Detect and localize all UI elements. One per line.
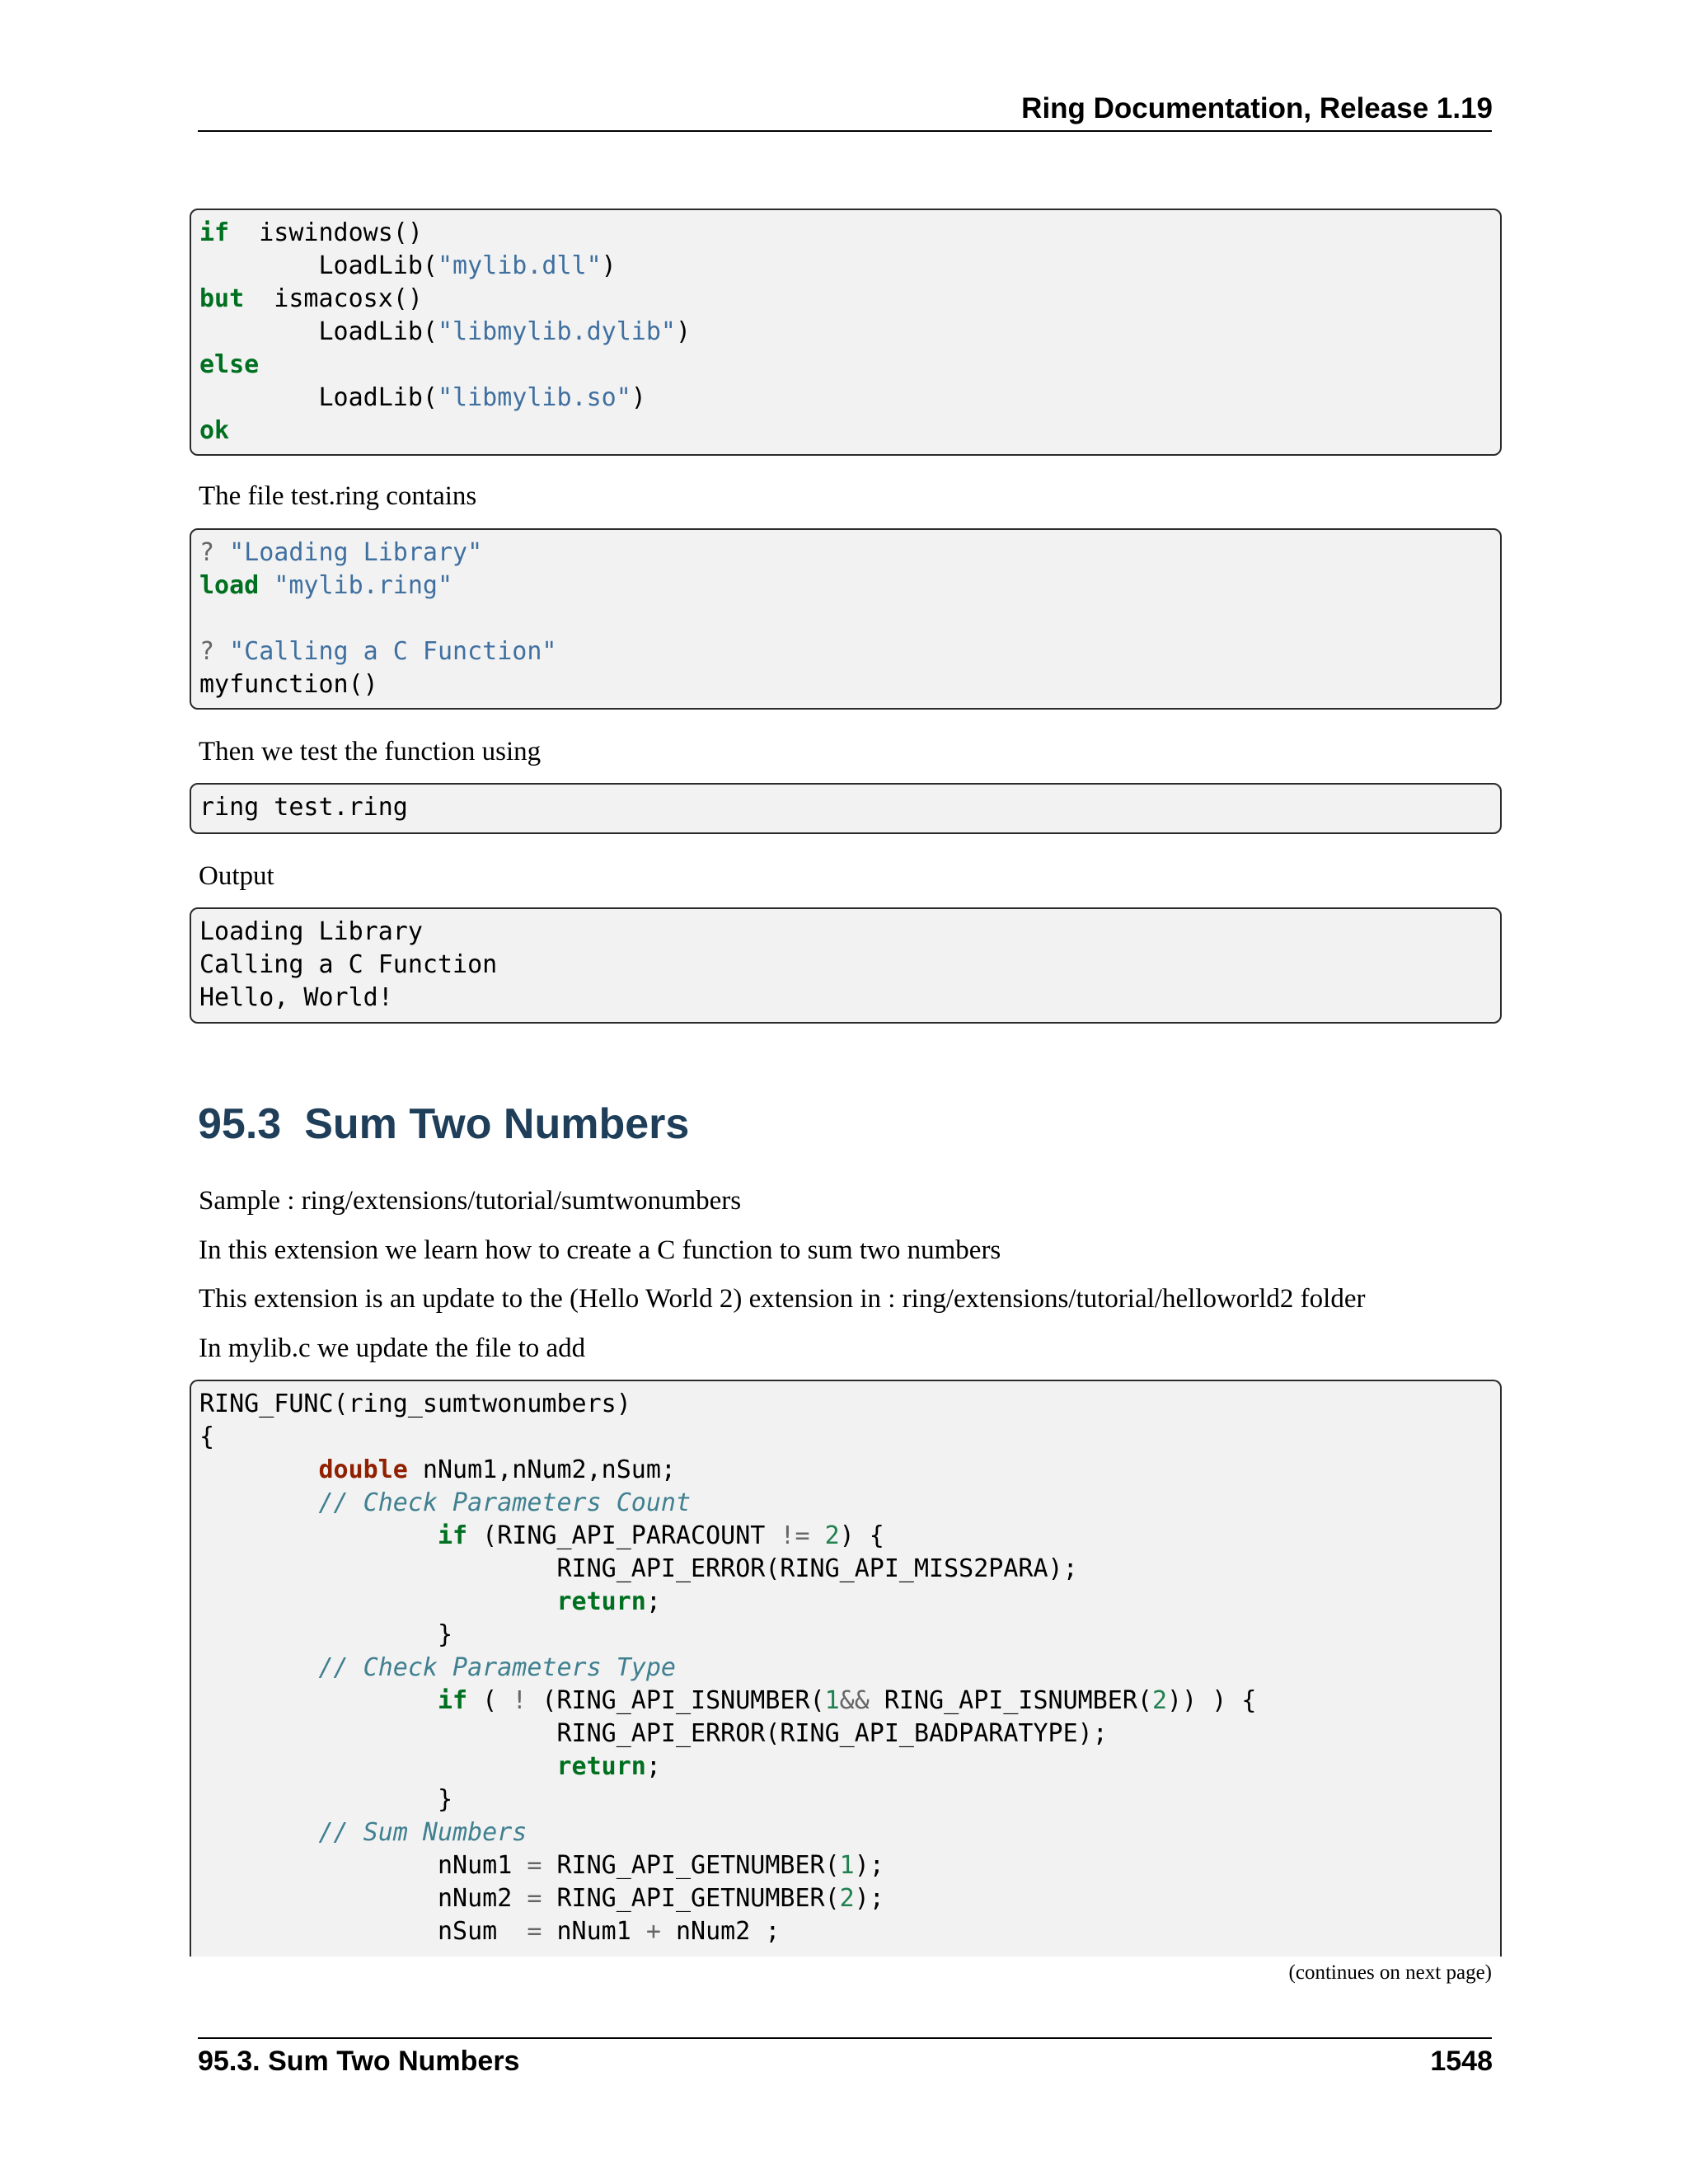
code-line xyxy=(199,635,1500,668)
string-token: "Calling a C Function" xyxy=(229,637,557,666)
operator-token: = xyxy=(527,1917,542,1946)
string-token: "mylib.ring" xyxy=(274,571,453,600)
code-text: ); xyxy=(854,1851,884,1880)
keyword-token: ok xyxy=(199,416,230,445)
comment-token: // Check Parameters Type xyxy=(318,1653,676,1682)
code-text xyxy=(199,1686,438,1715)
footer-page-number: 1548 xyxy=(1430,2046,1493,2077)
section-title: Sum Two Numbers xyxy=(304,1100,690,1148)
code-text: (RING_API_PARACOUNT xyxy=(467,1521,781,1550)
keyword-token: load xyxy=(199,571,260,600)
code-text: )) ) { xyxy=(1167,1686,1257,1715)
string-token: "libmylib.so" xyxy=(437,383,631,412)
code-line xyxy=(199,791,1500,824)
code-line xyxy=(199,250,1500,283)
code-text xyxy=(199,1653,319,1682)
section-heading xyxy=(198,1099,689,1149)
code-text: Loading Library xyxy=(199,917,423,946)
code-line xyxy=(199,283,1500,316)
code-line xyxy=(199,1652,1500,1685)
keyword-token: if xyxy=(199,218,230,247)
code-text: LoadLib( xyxy=(199,317,438,346)
code-text: nNum2 xyxy=(199,1884,528,1913)
code-line xyxy=(199,1783,1500,1816)
code-text: RING_API_ERROR(RING_API_MISS2PARA); xyxy=(199,1554,1078,1583)
code-text: RING_FUNC(ring_sumtwonumbers) xyxy=(199,1390,631,1418)
code-line xyxy=(199,916,1500,949)
number-token: 1 xyxy=(824,1686,840,1715)
code-text: RING_API_ISNUMBER( xyxy=(869,1686,1152,1715)
operator-token: ? xyxy=(199,637,215,666)
code-line xyxy=(199,1849,1500,1882)
code-line xyxy=(199,1718,1500,1750)
code-line xyxy=(199,982,1500,1015)
section-number: 95.3 xyxy=(198,1100,282,1148)
code-text: } xyxy=(199,1785,453,1814)
code-line xyxy=(199,1388,1500,1421)
string-token: "Loading Library" xyxy=(229,538,483,567)
code-text: ismacosx() xyxy=(244,284,423,313)
keyword-token: if xyxy=(437,1521,468,1550)
code-line xyxy=(199,569,1500,602)
code-text: } xyxy=(199,1620,453,1649)
code-text: ; xyxy=(645,1752,661,1781)
code-text: ) xyxy=(601,251,617,280)
code-line xyxy=(199,1750,1500,1783)
code-block-output xyxy=(190,907,1502,1024)
code-text: nNum1,nNum2,nSum; xyxy=(407,1455,676,1484)
code-block-test-ring xyxy=(190,528,1502,710)
code-block-sumtwonumbers xyxy=(190,1380,1502,1957)
operator-token: ? xyxy=(199,538,215,567)
code-text: { xyxy=(199,1422,215,1451)
comment-token: // Sum Numbers xyxy=(318,1818,528,1847)
code-text: RING_API_GETNUMBER( xyxy=(542,1851,840,1880)
paragraph-extension-update: This extension is an update to the (Hello World 2) extension in : ring/extensions/tutorial/helloworld2 folder xyxy=(199,1284,1366,1314)
code-line xyxy=(199,415,1500,448)
code-line xyxy=(199,1685,1500,1718)
running-header-title: Ring Documentation, Release 1.19 xyxy=(1021,92,1493,124)
code-text: ) xyxy=(675,317,692,346)
comment-token: // Check Parameters Count xyxy=(318,1488,692,1517)
number-token: 2 xyxy=(1151,1686,1168,1715)
code-text xyxy=(199,1521,438,1550)
code-text: ( xyxy=(467,1686,513,1715)
code-text xyxy=(199,1488,319,1517)
paragraph-output: Output xyxy=(199,861,274,891)
code-text: nNum1 xyxy=(199,1851,528,1880)
keyword-token: but xyxy=(199,284,245,313)
paragraph-sample-path: Sample : ring/extensions/tutorial/sumtwonumbers xyxy=(199,1186,742,1216)
paragraph-mylib-update: In mylib.c we update the file to add xyxy=(199,1333,586,1363)
number-token: 2 xyxy=(824,1521,840,1550)
operator-token: = xyxy=(527,1851,542,1880)
code-line xyxy=(199,949,1500,982)
code-block-run-command xyxy=(190,783,1502,834)
keyword-token: return xyxy=(556,1752,646,1781)
code-line xyxy=(199,1487,1500,1520)
code-text: LoadLib( xyxy=(199,251,438,280)
string-token: "libmylib.dylib" xyxy=(437,317,676,346)
code-line xyxy=(199,1619,1500,1652)
operator-token: != xyxy=(780,1521,810,1550)
code-text: LoadLib( xyxy=(199,383,438,412)
code-text xyxy=(199,1818,319,1847)
footer-section-label: 95.3. Sum Two Numbers xyxy=(198,2046,520,2077)
code-text: nNum2 ; xyxy=(660,1917,781,1946)
code-text: ring test.ring xyxy=(199,793,408,822)
code-line xyxy=(199,217,1500,250)
code-text: RING_API_ERROR(RING_API_BADPARATYPE); xyxy=(199,1719,1108,1748)
code-text: RING_API_GETNUMBER( xyxy=(542,1884,840,1913)
code-text xyxy=(199,1752,556,1781)
header-rule xyxy=(198,130,1492,132)
keyword-token: if xyxy=(437,1686,468,1715)
code-line xyxy=(199,668,1500,701)
continues-note: (continues on next page) xyxy=(1288,1961,1492,1984)
code-line xyxy=(199,1454,1500,1487)
operator-token: ! xyxy=(512,1686,528,1715)
code-line xyxy=(199,1520,1500,1553)
operator-token: = xyxy=(527,1884,542,1913)
code-text: ; xyxy=(645,1587,661,1616)
number-token: 2 xyxy=(839,1884,855,1913)
code-line xyxy=(199,1553,1500,1586)
number-token: 1 xyxy=(839,1851,855,1880)
code-line xyxy=(199,349,1500,382)
string-token: "mylib.dll" xyxy=(437,251,602,280)
code-text xyxy=(214,538,229,567)
code-text xyxy=(199,1455,319,1484)
code-text xyxy=(259,571,274,600)
operator-token: + xyxy=(645,1917,661,1946)
code-text: (RING_API_ISNUMBER( xyxy=(527,1686,825,1715)
code-text: nSum xyxy=(199,1917,528,1946)
code-block-loadlib xyxy=(190,209,1502,456)
code-line xyxy=(199,1915,1500,1948)
code-text: iswindows() xyxy=(229,218,423,247)
paragraph-extension-intro: In this extension we learn how to create a C function to sum two numbers xyxy=(199,1235,1001,1265)
code-text xyxy=(199,1587,556,1616)
footer-rule xyxy=(198,2037,1492,2039)
code-text: ); xyxy=(854,1884,884,1913)
code-text: nNum1 xyxy=(542,1917,646,1946)
code-text xyxy=(214,637,229,666)
code-text: ) xyxy=(631,383,646,412)
code-line xyxy=(199,602,1500,635)
code-text: myfunction() xyxy=(199,670,378,699)
keyword-token: else xyxy=(199,350,260,379)
type-token: double xyxy=(318,1455,408,1484)
paragraph-test-ring-contains: The file test.ring contains xyxy=(199,481,477,511)
code-line xyxy=(199,1816,1500,1849)
code-line xyxy=(199,382,1500,415)
code-line xyxy=(199,1421,1500,1454)
code-text: Calling a C Function xyxy=(199,950,498,979)
code-text: Hello, World! xyxy=(199,983,393,1012)
operator-token: && xyxy=(839,1686,870,1715)
code-text xyxy=(810,1521,825,1550)
code-line xyxy=(199,537,1500,569)
code-line xyxy=(199,316,1500,349)
paragraph-test-function: Then we test the function using xyxy=(199,737,542,766)
code-line xyxy=(199,1882,1500,1915)
code-text: ) { xyxy=(839,1521,884,1550)
code-line xyxy=(199,1586,1500,1619)
keyword-token: return xyxy=(556,1587,646,1616)
